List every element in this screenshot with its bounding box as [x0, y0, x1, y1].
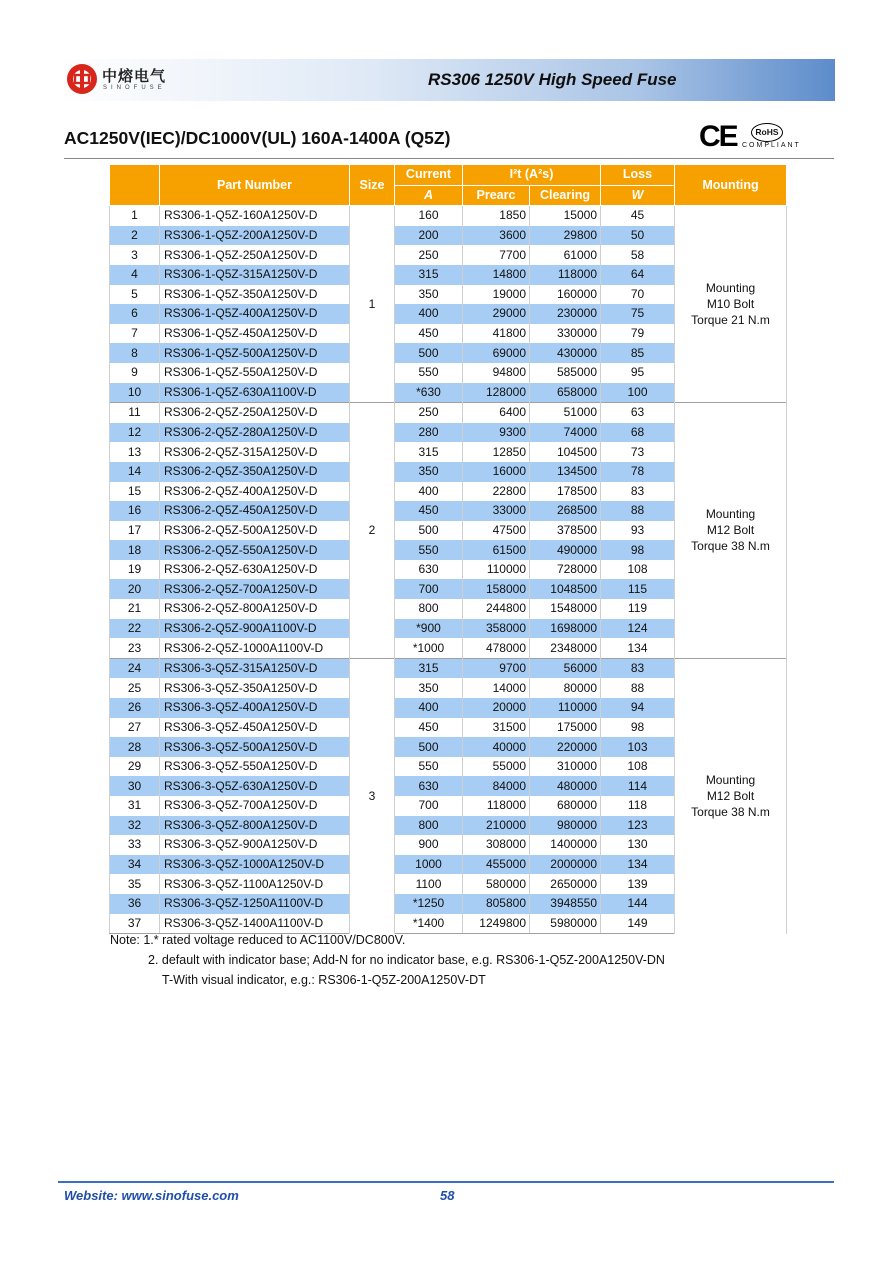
rated-current: 500: [395, 737, 463, 757]
row-index: 8: [110, 343, 160, 363]
notes: [110, 930, 665, 990]
i2t-clearing: 1048500: [530, 579, 601, 599]
row-index: 13: [110, 442, 160, 462]
rated-current: 400: [395, 482, 463, 502]
part-number: RS306-2-Q5Z-700A1250V-D: [160, 579, 350, 599]
rated-current: 500: [395, 521, 463, 541]
i2t-clearing: 160000: [530, 285, 601, 305]
power-loss: 83: [601, 658, 675, 678]
row-index: 12: [110, 423, 160, 443]
i2t-prearc: 7700: [463, 245, 530, 265]
mounting-line: Torque 38 N.m: [691, 805, 770, 820]
section-title: AC1250V(IEC)/DC1000V(UL) 160A-1400A (Q5Z): [64, 128, 451, 148]
i2t-clearing: 74000: [530, 423, 601, 443]
size-value: 2: [350, 403, 395, 659]
row-index: 28: [110, 737, 160, 757]
power-loss: 123: [601, 816, 675, 836]
i2t-clearing: 29800: [530, 226, 601, 246]
mounting-line: Mounting: [705, 507, 756, 522]
row-index: 7: [110, 324, 160, 344]
rated-current: 250: [395, 245, 463, 265]
title-divider: [64, 158, 834, 159]
part-number: RS306-2-Q5Z-400A1250V-D: [160, 482, 350, 502]
rohs-compliant-icon: [742, 123, 801, 153]
row-index: 23: [110, 638, 160, 658]
i2t-prearc: 244800: [463, 599, 530, 619]
rated-current: 315: [395, 658, 463, 678]
rated-current: 630: [395, 776, 463, 796]
i2t-prearc: 69000: [463, 343, 530, 363]
row-index: 24: [110, 658, 160, 678]
i2t-prearc: 9700: [463, 658, 530, 678]
logo-brand-text: 中熔电气: [102, 68, 167, 85]
i2t-prearc: 19000: [463, 285, 530, 305]
i2t-clearing: 3948550: [530, 894, 601, 914]
power-loss: 64: [601, 265, 675, 285]
part-number: RS306-3-Q5Z-450A1250V-D: [160, 718, 350, 738]
i2t-clearing: 1400000: [530, 835, 601, 855]
power-loss: 94: [601, 698, 675, 718]
document-title: RS306 1250V High Speed Fuse: [428, 70, 677, 89]
part-number: RS306-2-Q5Z-900A1100V-D: [160, 619, 350, 639]
power-loss: 73: [601, 442, 675, 462]
part-number: RS306-3-Q5Z-800A1250V-D: [160, 816, 350, 836]
i2t-clearing: 175000: [530, 718, 601, 738]
row-index: 2: [110, 226, 160, 246]
power-loss: 134: [601, 638, 675, 658]
row-index: 17: [110, 521, 160, 541]
part-number: RS306-3-Q5Z-1400A1100V-D: [160, 914, 350, 934]
rated-current: 1000: [395, 855, 463, 875]
i2t-prearc: 61500: [463, 540, 530, 560]
row-index: 37: [110, 914, 160, 934]
power-loss: 130: [601, 835, 675, 855]
footer-divider: [58, 1181, 834, 1183]
power-loss: 95: [601, 363, 675, 383]
i2t-prearc: 158000: [463, 579, 530, 599]
row-index: 18: [110, 540, 160, 560]
power-loss: 83: [601, 482, 675, 502]
logo-mark-icon: [66, 63, 98, 95]
i2t-clearing: 5980000: [530, 914, 601, 934]
row-index: 26: [110, 698, 160, 718]
power-loss: 88: [601, 501, 675, 521]
rated-current: 450: [395, 718, 463, 738]
part-number: RS306-1-Q5Z-550A1250V-D: [160, 363, 350, 383]
power-loss: 78: [601, 462, 675, 482]
row-index: 20: [110, 579, 160, 599]
note-line-3: T-With visual indicator, e.g.: RS306-1-Q5Z-200A1250V-DT: [162, 973, 486, 987]
part-number: RS306-3-Q5Z-550A1250V-D: [160, 757, 350, 777]
power-loss: 63: [601, 403, 675, 423]
rated-current: 630: [395, 560, 463, 580]
row-index: 22: [110, 619, 160, 639]
i2t-clearing: 230000: [530, 304, 601, 324]
power-loss: 103: [601, 737, 675, 757]
ce-mark-icon: CE: [699, 120, 737, 153]
part-number: RS306-1-Q5Z-400A1250V-D: [160, 304, 350, 324]
mounting-line: Torque 21 N.m: [691, 313, 770, 328]
i2t-clearing: 104500: [530, 442, 601, 462]
row-index: 36: [110, 894, 160, 914]
i2t-prearc: 580000: [463, 874, 530, 894]
i2t-prearc: 1850: [463, 206, 530, 226]
part-number: RS306-3-Q5Z-315A1250V-D: [160, 658, 350, 678]
part-number: RS306-1-Q5Z-200A1250V-D: [160, 226, 350, 246]
i2t-clearing: 430000: [530, 343, 601, 363]
mounting-line: Mounting: [705, 281, 756, 296]
mounting-info: [675, 658, 787, 933]
rated-current: 160: [395, 206, 463, 226]
rated-current: *1000: [395, 638, 463, 658]
rated-current: 800: [395, 816, 463, 836]
header-clearing: Clearing: [530, 185, 601, 206]
power-loss: 58: [601, 245, 675, 265]
i2t-prearc: 33000: [463, 501, 530, 521]
i2t-prearc: 41800: [463, 324, 530, 344]
i2t-clearing: 51000: [530, 403, 601, 423]
row-index: 4: [110, 265, 160, 285]
i2t-prearc: 31500: [463, 718, 530, 738]
part-number: RS306-3-Q5Z-1100A1250V-D: [160, 874, 350, 894]
part-number: RS306-3-Q5Z-700A1250V-D: [160, 796, 350, 816]
i2t-prearc: 94800: [463, 363, 530, 383]
i2t-clearing: 490000: [530, 540, 601, 560]
mounting-line: M10 Bolt: [706, 297, 755, 312]
i2t-prearc: 40000: [463, 737, 530, 757]
row-index: 3: [110, 245, 160, 265]
row-index: 32: [110, 816, 160, 836]
power-loss: 118: [601, 796, 675, 816]
rated-current: 550: [395, 363, 463, 383]
i2t-clearing: 480000: [530, 776, 601, 796]
i2t-clearing: 2650000: [530, 874, 601, 894]
i2t-prearc: 16000: [463, 462, 530, 482]
part-number: RS306-3-Q5Z-900A1250V-D: [160, 835, 350, 855]
i2t-clearing: 980000: [530, 816, 601, 836]
mounting-info: [675, 206, 787, 403]
power-loss: 98: [601, 718, 675, 738]
header-loss-unit: W: [601, 185, 675, 206]
part-number: RS306-1-Q5Z-630A1100V-D: [160, 383, 350, 403]
power-loss: 70: [601, 285, 675, 305]
i2t-prearc: 358000: [463, 619, 530, 639]
i2t-prearc: 47500: [463, 521, 530, 541]
row-index: 19: [110, 560, 160, 580]
row-index: 31: [110, 796, 160, 816]
rated-current: *630: [395, 383, 463, 403]
i2t-clearing: 1698000: [530, 619, 601, 639]
part-number: RS306-1-Q5Z-160A1250V-D: [160, 206, 350, 226]
header-mounting: Mounting: [675, 165, 787, 206]
row-index: 11: [110, 403, 160, 423]
i2t-prearc: 478000: [463, 638, 530, 658]
part-number: RS306-3-Q5Z-350A1250V-D: [160, 678, 350, 698]
i2t-clearing: 56000: [530, 658, 601, 678]
i2t-prearc: 6400: [463, 403, 530, 423]
i2t-prearc: 84000: [463, 776, 530, 796]
page-number: 58: [440, 1188, 455, 1203]
power-loss: 50: [601, 226, 675, 246]
fuse-spec-table: [109, 164, 787, 934]
rated-current: 550: [395, 757, 463, 777]
i2t-clearing: 110000: [530, 698, 601, 718]
i2t-prearc: 29000: [463, 304, 530, 324]
row-index: 1: [110, 206, 160, 226]
part-number: RS306-2-Q5Z-550A1250V-D: [160, 540, 350, 560]
i2t-clearing: 2000000: [530, 855, 601, 875]
rohs-label: RoHS: [751, 123, 783, 142]
rated-current: 400: [395, 304, 463, 324]
part-number: RS306-2-Q5Z-350A1250V-D: [160, 462, 350, 482]
part-number: RS306-1-Q5Z-250A1250V-D: [160, 245, 350, 265]
power-loss: 108: [601, 560, 675, 580]
footer-website-link[interactable]: Website: www.sinofuse.com: [64, 1188, 239, 1203]
i2t-prearc: 118000: [463, 796, 530, 816]
rated-current: *900: [395, 619, 463, 639]
power-loss: 45: [601, 206, 675, 226]
header-current: Current: [395, 165, 463, 186]
header-index: [110, 165, 160, 206]
i2t-clearing: 728000: [530, 560, 601, 580]
i2t-clearing: 15000: [530, 206, 601, 226]
i2t-prearc: 14000: [463, 678, 530, 698]
rated-current: 350: [395, 462, 463, 482]
header-i2t: I²t (A²s): [463, 165, 601, 186]
header-current-unit: A: [395, 185, 463, 206]
rated-current: 400: [395, 698, 463, 718]
i2t-clearing: 330000: [530, 324, 601, 344]
rated-current: 350: [395, 285, 463, 305]
i2t-prearc: 22800: [463, 482, 530, 502]
header-prearc: Prearc: [463, 185, 530, 206]
power-loss: 114: [601, 776, 675, 796]
row-index: 33: [110, 835, 160, 855]
row-index: 9: [110, 363, 160, 383]
rated-current: 700: [395, 796, 463, 816]
i2t-prearc: 128000: [463, 383, 530, 403]
part-number: RS306-2-Q5Z-450A1250V-D: [160, 501, 350, 521]
power-loss: 144: [601, 894, 675, 914]
rohs-compliant-label: COMPLIANT: [742, 142, 801, 149]
table-row: [110, 403, 787, 423]
i2t-clearing: 2348000: [530, 638, 601, 658]
power-loss: 75: [601, 304, 675, 324]
part-number: RS306-2-Q5Z-1000A1100V-D: [160, 638, 350, 658]
note-line-1: Note: 1.* rated voltage reduced to AC1100V/DC800V.: [110, 933, 406, 947]
power-loss: 115: [601, 579, 675, 599]
i2t-prearc: 55000: [463, 757, 530, 777]
rated-current: 500: [395, 343, 463, 363]
i2t-clearing: 134500: [530, 462, 601, 482]
power-loss: 100: [601, 383, 675, 403]
i2t-prearc: 20000: [463, 698, 530, 718]
header-size: Size: [350, 165, 395, 206]
part-number: RS306-2-Q5Z-250A1250V-D: [160, 403, 350, 423]
row-index: 35: [110, 874, 160, 894]
mounting-line: M12 Bolt: [706, 523, 755, 538]
i2t-clearing: 378500: [530, 521, 601, 541]
part-number: RS306-3-Q5Z-400A1250V-D: [160, 698, 350, 718]
i2t-prearc: 308000: [463, 835, 530, 855]
i2t-prearc: 455000: [463, 855, 530, 875]
power-loss: 124: [601, 619, 675, 639]
row-index: 29: [110, 757, 160, 777]
rated-current: 280: [395, 423, 463, 443]
i2t-clearing: 178500: [530, 482, 601, 502]
mounting-info: [675, 403, 787, 659]
power-loss: 134: [601, 855, 675, 875]
i2t-clearing: 1548000: [530, 599, 601, 619]
rated-current: 200: [395, 226, 463, 246]
i2t-clearing: 585000: [530, 363, 601, 383]
i2t-clearing: 80000: [530, 678, 601, 698]
part-number: RS306-1-Q5Z-315A1250V-D: [160, 265, 350, 285]
part-number: RS306-3-Q5Z-500A1250V-D: [160, 737, 350, 757]
i2t-clearing: 680000: [530, 796, 601, 816]
i2t-clearing: 118000: [530, 265, 601, 285]
i2t-clearing: 220000: [530, 737, 601, 757]
rated-current: 450: [395, 501, 463, 521]
power-loss: 79: [601, 324, 675, 344]
row-index: 34: [110, 855, 160, 875]
part-number: RS306-2-Q5Z-315A1250V-D: [160, 442, 350, 462]
rated-current: 350: [395, 678, 463, 698]
i2t-prearc: 210000: [463, 816, 530, 836]
header-loss: Loss: [601, 165, 675, 186]
header-part-number: Part Number: [160, 165, 350, 206]
part-number: RS306-2-Q5Z-800A1250V-D: [160, 599, 350, 619]
rated-current: *1250: [395, 894, 463, 914]
i2t-prearc: 110000: [463, 560, 530, 580]
power-loss: 119: [601, 599, 675, 619]
i2t-clearing: 61000: [530, 245, 601, 265]
rated-current: 315: [395, 442, 463, 462]
mounting-line: M12 Bolt: [706, 789, 755, 804]
i2t-prearc: 805800: [463, 894, 530, 914]
i2t-prearc: 14800: [463, 265, 530, 285]
part-number: RS306-3-Q5Z-630A1250V-D: [160, 776, 350, 796]
i2t-prearc: 1249800: [463, 914, 530, 934]
rated-current: 1100: [395, 874, 463, 894]
power-loss: 149: [601, 914, 675, 934]
mounting-line: Mounting: [705, 773, 756, 788]
i2t-clearing: 658000: [530, 383, 601, 403]
i2t-clearing: 310000: [530, 757, 601, 777]
rated-current: 800: [395, 599, 463, 619]
row-index: 15: [110, 482, 160, 502]
row-index: 5: [110, 285, 160, 305]
part-number: RS306-2-Q5Z-630A1250V-D: [160, 560, 350, 580]
row-index: 21: [110, 599, 160, 619]
table-body: [110, 206, 787, 934]
power-loss: 85: [601, 343, 675, 363]
rated-current: 900: [395, 835, 463, 855]
part-number: RS306-2-Q5Z-280A1250V-D: [160, 423, 350, 443]
i2t-prearc: 12850: [463, 442, 530, 462]
row-index: 16: [110, 501, 160, 521]
row-index: 27: [110, 718, 160, 738]
rated-current: 315: [395, 265, 463, 285]
logo-sub-text: SINOFUSE: [103, 85, 166, 91]
power-loss: 88: [601, 678, 675, 698]
part-number: RS306-1-Q5Z-350A1250V-D: [160, 285, 350, 305]
power-loss: 93: [601, 521, 675, 541]
company-logo: [66, 63, 186, 97]
row-index: 10: [110, 383, 160, 403]
note-line-2: 2. default with indicator base; Add-N for no indicator base, e.g. RS306-1-Q5Z-200A1250V-DN: [148, 953, 665, 967]
table-row: [110, 206, 787, 226]
part-number: RS306-3-Q5Z-1000A1250V-D: [160, 855, 350, 875]
power-loss: 98: [601, 540, 675, 560]
rated-current: 450: [395, 324, 463, 344]
power-loss: 139: [601, 874, 675, 894]
rated-current: 700: [395, 579, 463, 599]
row-index: 25: [110, 678, 160, 698]
mounting-line: Torque 38 N.m: [691, 539, 770, 554]
rated-current: 250: [395, 403, 463, 423]
size-value: 1: [350, 206, 395, 403]
i2t-prearc: 9300: [463, 423, 530, 443]
power-loss: 108: [601, 757, 675, 777]
part-number: RS306-3-Q5Z-1250A1100V-D: [160, 894, 350, 914]
table-row: [110, 658, 787, 678]
part-number: RS306-1-Q5Z-500A1250V-D: [160, 343, 350, 363]
power-loss: 68: [601, 423, 675, 443]
row-index: 30: [110, 776, 160, 796]
i2t-clearing: 268500: [530, 501, 601, 521]
part-number: RS306-1-Q5Z-450A1250V-D: [160, 324, 350, 344]
part-number: RS306-2-Q5Z-500A1250V-D: [160, 521, 350, 541]
i2t-prearc: 3600: [463, 226, 530, 246]
rated-current: 550: [395, 540, 463, 560]
rated-current: *1400: [395, 914, 463, 934]
row-index: 6: [110, 304, 160, 324]
size-value: 3: [350, 658, 395, 933]
row-index: 14: [110, 462, 160, 482]
